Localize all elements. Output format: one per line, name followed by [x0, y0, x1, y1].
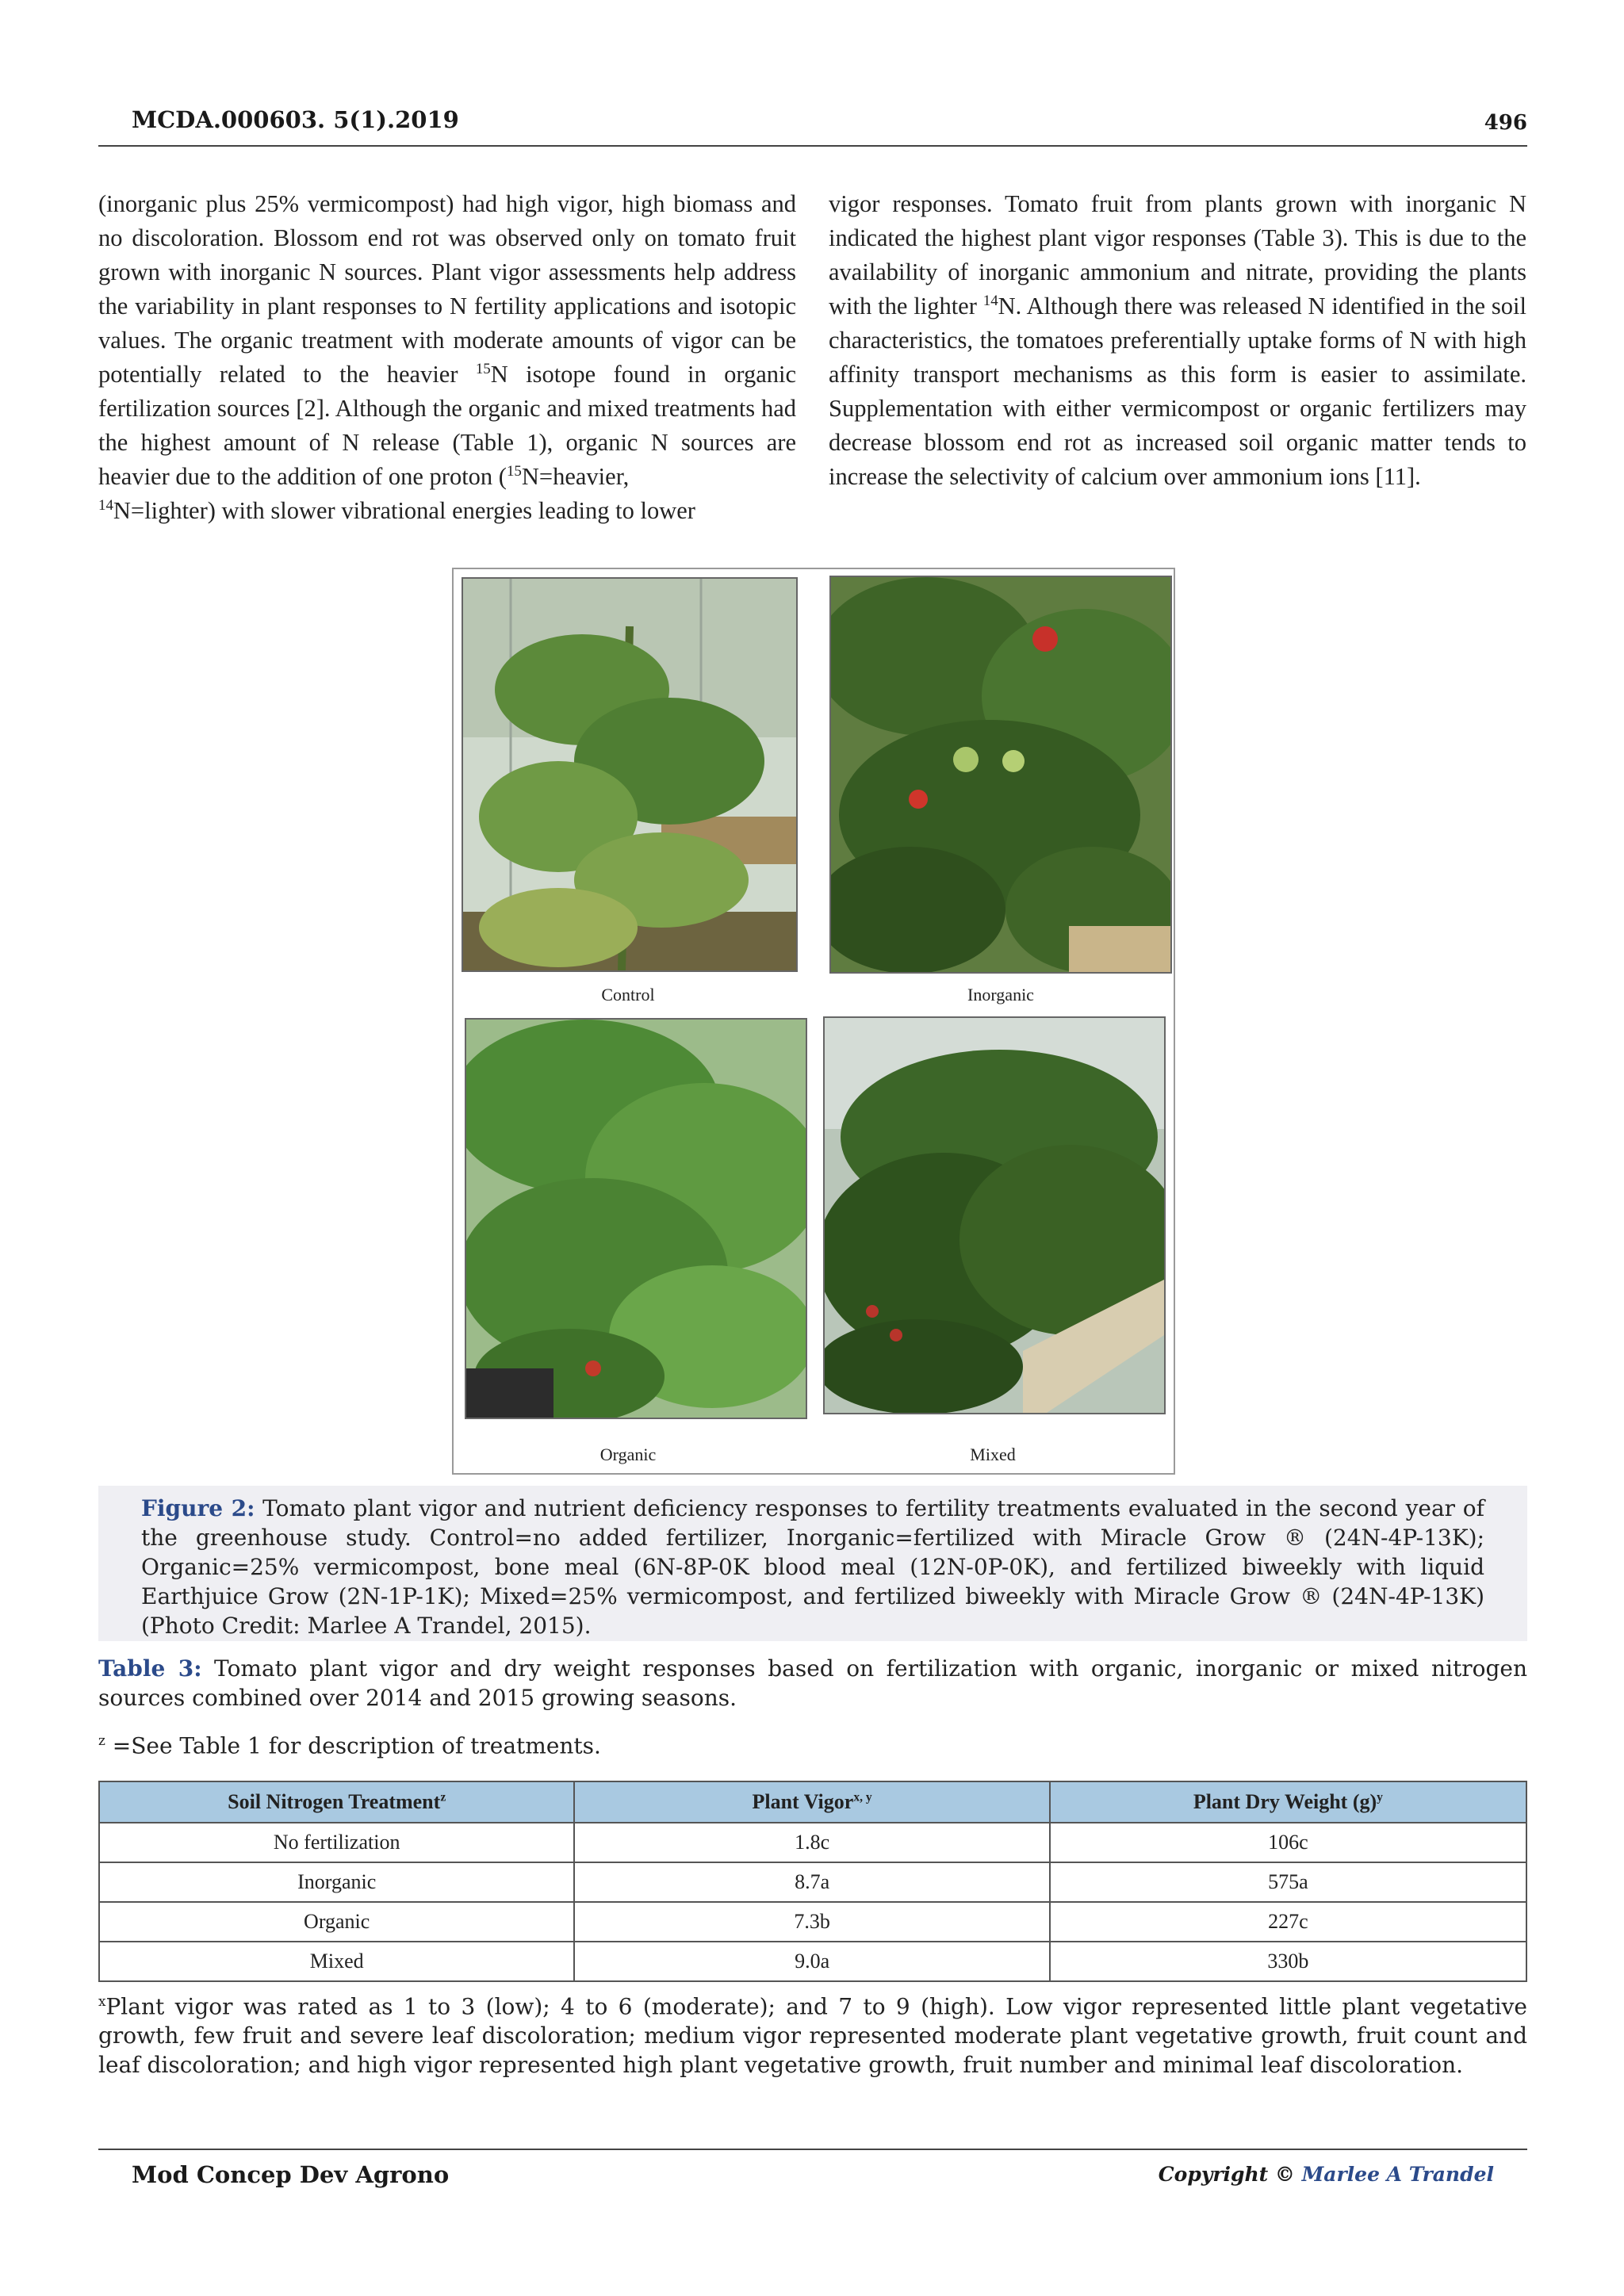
photo-organic: [465, 1018, 807, 1419]
table-row: [99, 1862, 1526, 1902]
table-row: [99, 1902, 1526, 1942]
copyright-notice: [1159, 2163, 1494, 2186]
superscript: 15: [506, 462, 522, 480]
column-header: [574, 1781, 1049, 1823]
header-sup: x, y: [853, 1790, 872, 1804]
footnote-text: Plant vigor was rated as 1 to 3 (low); 4 to 6 (moderate); and 7 to 9 (high). Low vigor represented little plant vegetative growth, few fruit and severe leaf discoloration; medium vigor represented moderate plant vegetative growth, fruit count and leaf discoloration; and high vigor represented high plant vegetative growth, fruit number and minimal leaf discoloration.: [98, 1993, 1527, 2079]
body-right-column: [829, 187, 1526, 494]
running-header-doc-id: MCDA.000603. 5(1).2019: [132, 106, 459, 133]
column-header: [1050, 1781, 1526, 1823]
figure-caption-box: [98, 1486, 1527, 1641]
header-sup: y: [1377, 1790, 1383, 1804]
figure-caption-text: Tomato plant vigor and nutrient deficiency responses to fertility treatments evaluated in the second year of the greenhouse study. Control=no added fertilizer, Inorganic=fertilized with Miracle Grow ® (24N-4P-13K); Organic=25% vermicompost, bone meal (6N-8P-0K blood meal (12N-0P-0K), and fertilized biweekly with liquid Earthjuice Grow (2N-1P-1K); Mixed=25% vermicompost, and fertilized biweekly with Miracle Grow ® (24N-4P-13K) (Photo Credit: Marlee A Trandel, 2015).: [141, 1495, 1484, 1639]
photo-mixed: [823, 1016, 1166, 1414]
header-rule: [98, 145, 1527, 147]
table-cell: Mixed: [99, 1942, 574, 1981]
figure-2: [452, 568, 1175, 1475]
tomato-plant-image: [825, 1018, 1164, 1413]
table-cell: 330b: [1050, 1942, 1526, 1981]
photo-control: [462, 577, 798, 972]
table-3: [98, 1781, 1527, 1982]
text-run: N. Although there was released N identified in the soil characteristics, the tomatoes preferentially uptake forms of N with high affinity transport mechanisms as this form is easier to assimilate. Supplementation with either vermicompost or organic fertilizers may decrease blossom end rot as increased soil organic matter tends to increase the selectivity of calcium over ammonium ions [11].: [829, 293, 1527, 490]
table-cell: 106c: [1050, 1823, 1526, 1862]
header-text: Plant Vigor: [752, 1790, 854, 1813]
body-left-column: [98, 187, 796, 528]
figure-caption: [141, 1494, 1484, 1640]
right-column-paragraph: [829, 187, 1526, 494]
footer-rule: [98, 2149, 1527, 2150]
copyright-prefix: Copyright ©: [1158, 2163, 1302, 2186]
panel-label-mixed: Mixed: [970, 1445, 1016, 1464]
header-text: Soil Nitrogen Treatment: [228, 1790, 441, 1813]
footnote-mark: x: [98, 1993, 106, 2009]
tomato-plant-image: [463, 579, 796, 970]
text-run: N=lighter) with slower vibrational energies leading to lower: [113, 497, 695, 524]
table-caption: [98, 1654, 1527, 1712]
table-label: Table 3:: [98, 1655, 202, 1682]
footnote-mark: z: [98, 1732, 105, 1748]
header-text: Plant Dry Weight (g): [1193, 1790, 1377, 1813]
page-number: 496: [1484, 111, 1527, 135]
footnote-text: =See Table 1 for description of treatments.: [105, 1732, 601, 1759]
table-cell: Inorganic: [99, 1862, 574, 1902]
table-header-row: [99, 1781, 1526, 1823]
header-sup: z: [440, 1790, 446, 1804]
photo-inorganic: [829, 576, 1172, 974]
table-footnote-x: [98, 1987, 1527, 2080]
table-cell: 1.8c: [574, 1823, 1049, 1862]
table-cell: 8.7a: [574, 1862, 1049, 1902]
table-caption-text: Tomato plant vigor and dry weight responses based on fertilization with organic, inorganic or mixed nitrogen sources combined over 2014 and 2015 growing seasons.: [98, 1655, 1527, 1711]
figure-label: Figure 2:: [141, 1495, 255, 1521]
copyright-author-link[interactable]: Marlee A Trandel: [1301, 2163, 1494, 2186]
left-column-paragraph: [98, 187, 796, 528]
panel-label-inorganic: Inorganic: [967, 985, 1034, 1004]
text-run: N isotope found in organic fertilization sources [2]. Although the organic and mixed treatments had the highest amount of N release (Table 1), organic N sources are heavier due to the addition of one proton (: [98, 361, 796, 490]
table-cell: 227c: [1050, 1902, 1526, 1942]
journal-name: Mod Concep Dev Agrono: [132, 2161, 450, 2188]
panel-label-control: Control: [601, 985, 655, 1004]
superscript: 15: [475, 360, 491, 377]
text-run: (inorganic plus 25% vermicompost) had high vigor, high biomass and no discoloration. Blossom end rot was observed only on tomato fruit grown with inorganic N sources. Plant vigor assessments help address the variability in plant responses to N fertility applications and isotopic values. The organic treatment with moderate amounts of vigor can be potentially related to the heavier: [98, 190, 796, 388]
table-cell: Organic: [99, 1902, 574, 1942]
table-cell: No fertilization: [99, 1823, 574, 1862]
column-header: [99, 1781, 574, 1823]
table-row: [99, 1823, 1526, 1862]
tomato-plant-image: [466, 1020, 806, 1418]
panel-label-organic: Organic: [599, 1445, 657, 1464]
table-row: [99, 1942, 1526, 1981]
table-cell: 9.0a: [574, 1942, 1049, 1981]
tomato-plant-image: [831, 577, 1170, 972]
text-run: N=heavier,: [521, 463, 630, 490]
text-run: vigor responses. Tomato fruit from plants grown with inorganic N indicated the highest plant vigor responses (Table 3). This is due to the availability of inorganic ammonium and nitrate, providing the plants with the lighter: [829, 190, 1526, 320]
superscript: 14: [982, 292, 998, 309]
table-cell: 7.3b: [574, 1902, 1049, 1942]
superscript: 14: [98, 496, 113, 514]
table-cell: 575a: [1050, 1862, 1526, 1902]
table-footnote-z: [98, 1732, 601, 1758]
